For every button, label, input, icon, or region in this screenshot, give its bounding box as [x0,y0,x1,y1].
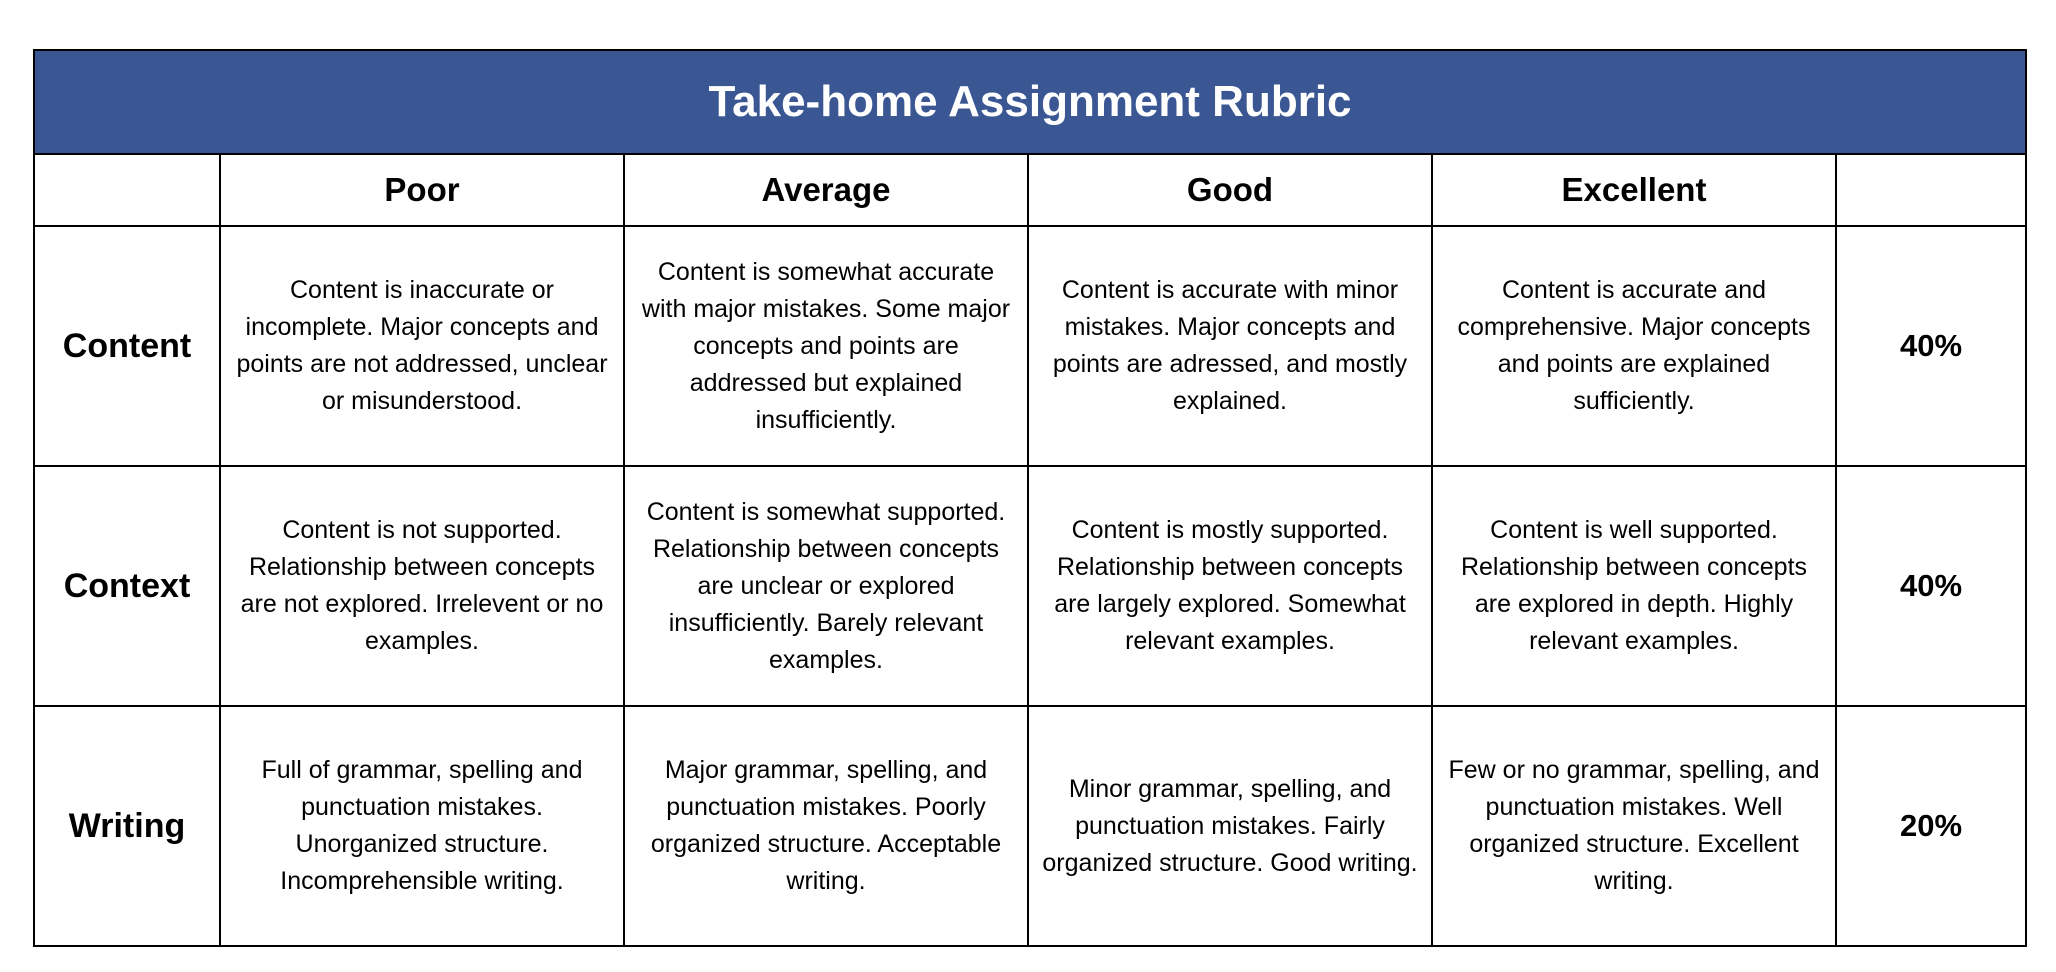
cell-writing-poor: Full of grammar, spelling and punctuation mistakes. Unorganized structure. Incomprehensible writing. [220,706,624,946]
title-row [34,50,2026,154]
cell-context-average: Content is somewhat supported. Relationship between concepts are unclear or explored insufficiently. Barely relevant examples. [624,466,1028,706]
table-row [34,226,2026,466]
cell-content-average: Content is somewhat accurate with major mistakes. Some major concepts and points are addressed but explained insufficiently. [624,226,1028,466]
cell-writing-excellent: Few or no grammar, spelling, and punctuation mistakes. Well organized structure. Excellent writing. [1432,706,1836,946]
rubric-table [33,49,2027,947]
rubric-title: Take-home Assignment Rubric [34,50,2026,154]
cell-context-excellent: Content is well supported. Relationship between concepts are explored in depth. Highly relevant examples. [1432,466,1836,706]
criterion-context: Context [34,466,220,706]
cell-content-good: Content is accurate with minor mistakes. Major concepts and points are adressed, and mostly explained. [1028,226,1432,466]
level-header-good: Good [1028,154,1432,226]
cell-writing-average: Major grammar, spelling, and punctuation mistakes. Poorly organized structure. Acceptable writing. [624,706,1028,946]
criterion-writing: Writing [34,706,220,946]
cell-context-poor: Content is not supported. Relationship between concepts are not explored. Irrelevent or no examples. [220,466,624,706]
weight-context: 40% [1836,466,2026,706]
level-header-poor: Poor [220,154,624,226]
level-header-row [34,154,2026,226]
cell-context-good: Content is mostly supported. Relationship between concepts are largely explored. Somewhat relevant examples. [1028,466,1432,706]
level-header-average: Average [624,154,1028,226]
cell-content-poor: Content is inaccurate or incomplete. Major concepts and points are not addressed, unclear or misunderstood. [220,226,624,466]
cell-writing-good: Minor grammar, spelling, and punctuation mistakes. Fairly organized structure. Good writing. [1028,706,1432,946]
criterion-content: Content [34,226,220,466]
level-header-excellent: Excellent [1432,154,1836,226]
weight-content: 40% [1836,226,2026,466]
weight-writing: 20% [1836,706,2026,946]
header-criterion-blank [34,154,220,226]
table-row [34,466,2026,706]
cell-content-excellent: Content is accurate and comprehensive. Major concepts and points are explained sufficiently. [1432,226,1836,466]
header-weight-blank [1836,154,2026,226]
table-row [34,706,2026,946]
